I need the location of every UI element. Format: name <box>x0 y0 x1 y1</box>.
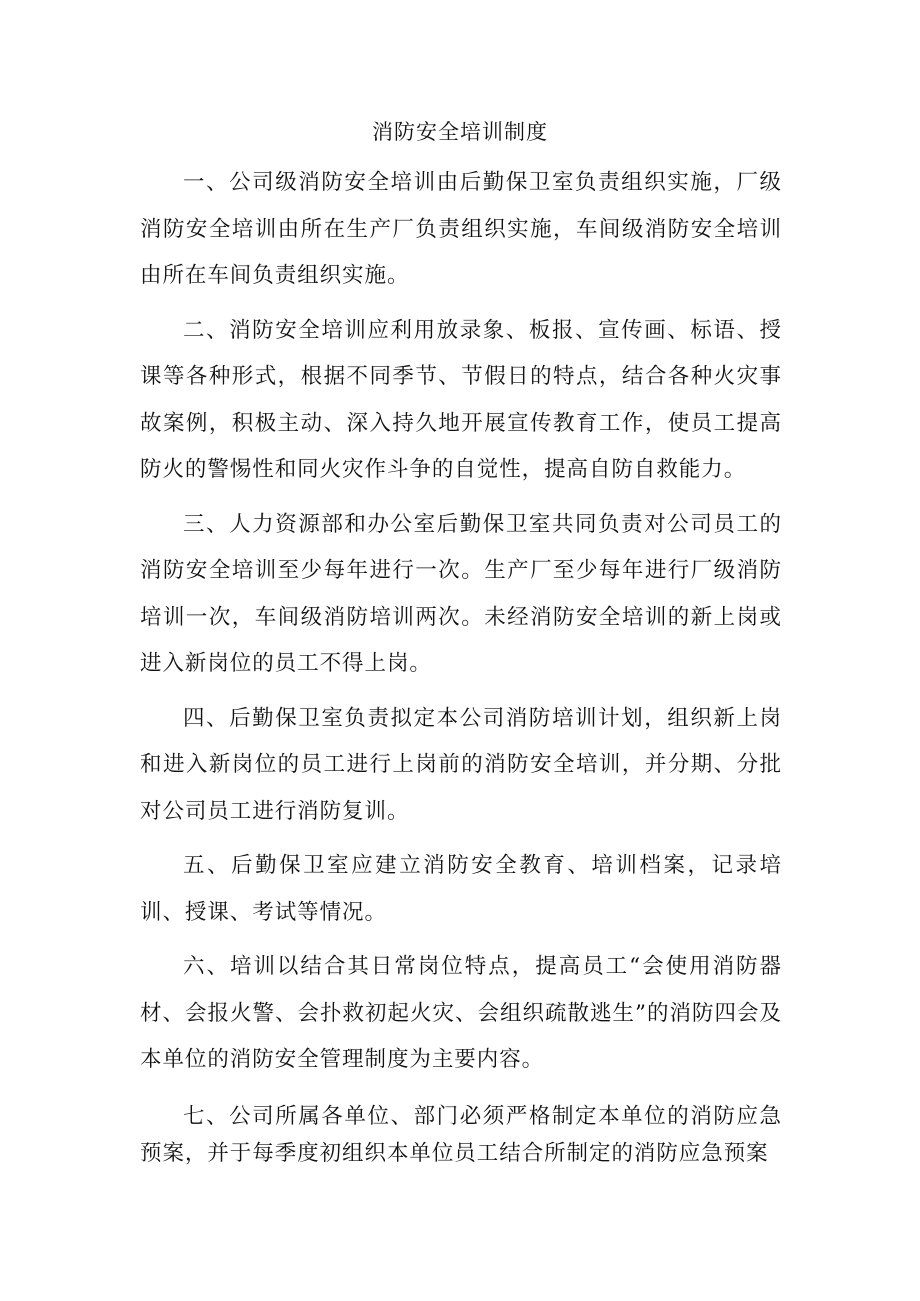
document-body <box>140 160 782 1172</box>
paragraph-3: 三、人力资源部和办公室后勤保卫室共同负责对公司员工的消防安全培训至少每年进行一次。生产厂至少每年进行厂级消防培训一次，车间级消防培训两次。未经消防安全培训的新上岗或进入新岗位的员工不得上岗。 <box>140 511 782 676</box>
document-title: 消防安全培训制度 <box>372 120 548 144</box>
paragraph-5: 五、后勤保卫室应建立消防安全教育、培训档案，记录培训、授课、考试等情况。 <box>140 853 782 925</box>
paragraph-6: 六、培训以结合其日常岗位特点，提高员工“会使用消防器材、会报火警、会扑救初起火灾、会组织疏散逃生”的消防四会及本单位的消防安全管理制度为主要内容。 <box>140 954 782 1072</box>
paragraph-4: 四、后勤保卫室负责拟定本公司消防培训计划，组织新上岗和进入新岗位的员工进行上岗前的消防安全培训，并分期、分批对公司员工进行消防复训。 <box>140 705 782 824</box>
paragraph-2: 二、消防安全培训应利用放录象、板报、宣传画、标语、授课等各种形式，根据不同季节、节假日的特点，结合各种火灾事故案例，积极主动、深入持久地开展宣传教育工作，使员工提高防火的警惕性和同火灾作斗争的自觉性，提高自防自救能力。 <box>140 317 782 482</box>
paragraph-7: 七、公司所属各单位、部门必须严格制定本单位的消防应急预案，并于每季度初组织本单位员工结合所制定的消防应急预案 <box>140 1103 782 1166</box>
paragraph-1: 一、公司级消防安全培训由后勤保卫室负责组织实施，厂级消防安全培训由所在生产厂负责组织实施，车间级消防安全培训由所在车间负责组织实施。 <box>140 170 782 288</box>
